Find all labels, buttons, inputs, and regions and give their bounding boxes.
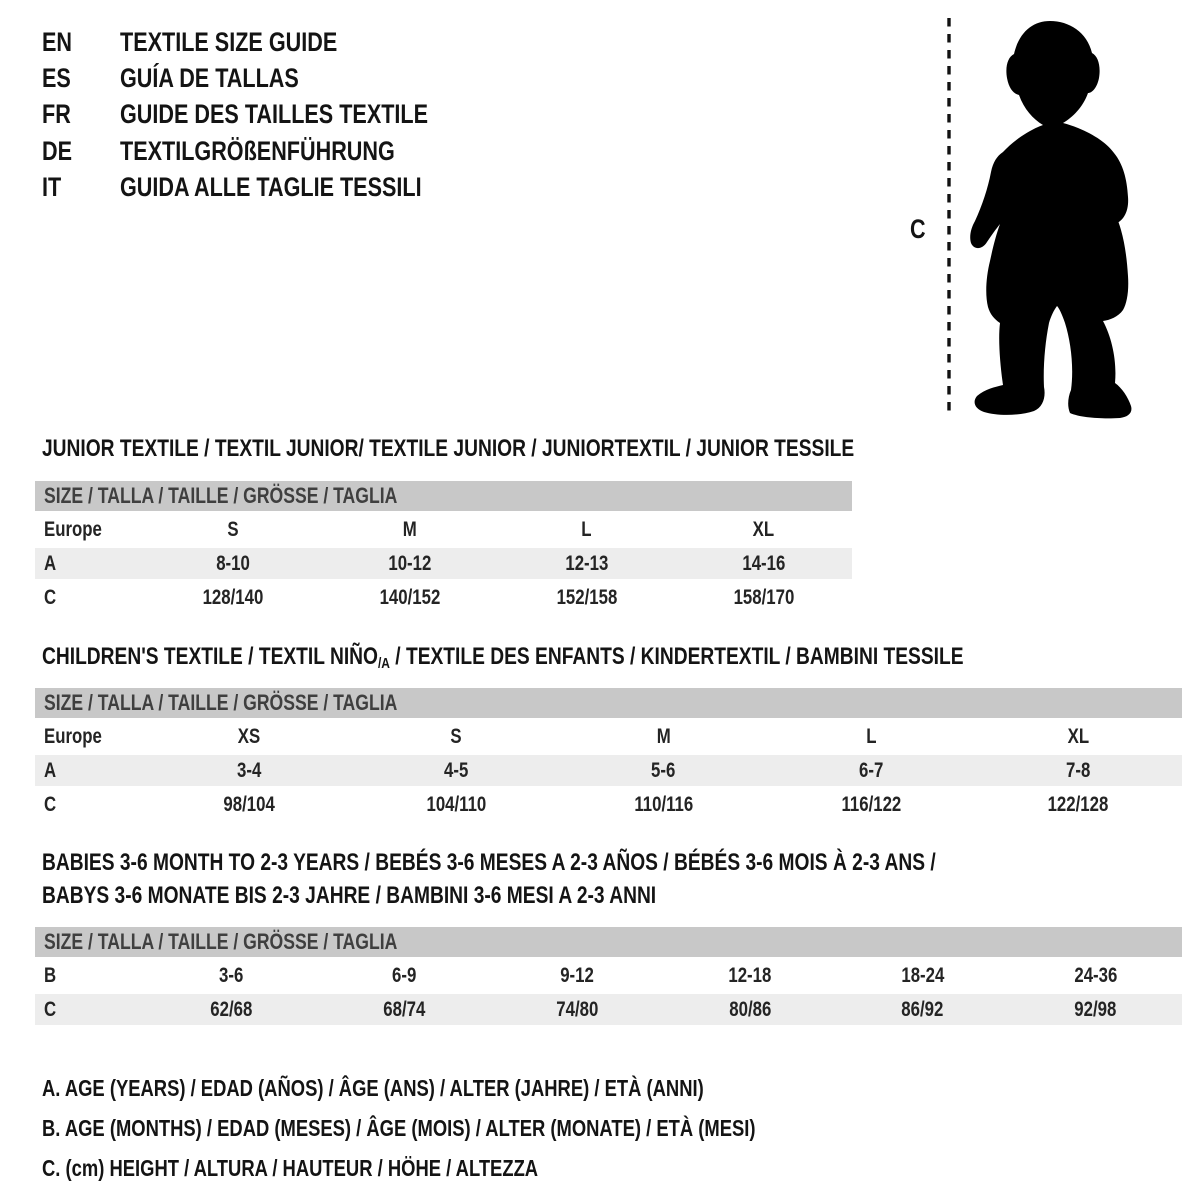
- table-cell: XL: [752, 517, 775, 541]
- language-row-en: [42, 24, 505, 60]
- language-code: DE: [42, 135, 73, 166]
- table-cell: 62/68: [210, 997, 253, 1021]
- babies-title-line1: BABIES 3-6 MONTH TO 2-3 YEARS / BEBÉS 3-6 MESES A 2-3 AÑOS / BÉBÉS 3-6 MOIS À 2-3 ANS /: [42, 849, 936, 876]
- children-title-pre: CHILDREN'S TEXTILE / TEXTIL NIÑO: [42, 643, 378, 670]
- table-cell: 3-6: [219, 963, 244, 987]
- table-cell: 12-13: [565, 551, 609, 575]
- table-row: [35, 755, 1182, 786]
- language-list: [42, 24, 505, 206]
- children-table-body: [35, 721, 1182, 820]
- section-title-junior: JUNIOR TEXTILE / TEXTIL JUNIOR/ TEXTILE JUNIOR / JUNIORTEXTIL / JUNIOR TESSILE: [42, 435, 855, 462]
- table-cell: S: [450, 724, 462, 748]
- babies-size-table: [35, 927, 1182, 1025]
- section-title-babies: [42, 846, 1159, 912]
- table-row: [35, 994, 1182, 1025]
- table-cell: 104/110: [426, 792, 487, 816]
- junior-size-table: [35, 481, 852, 613]
- table-cell: L: [581, 517, 592, 541]
- legend-line-b: B. AGE (MONTHS) / EDAD (MESES) / ÂGE (MOIS) / ALTER (MONATE) / ETÀ (MESI): [42, 1114, 756, 1141]
- table-cell: XL: [1067, 724, 1090, 748]
- table-cell: S: [227, 517, 239, 541]
- table-cell: 7-8: [1066, 758, 1091, 782]
- language-row-fr: [42, 97, 505, 133]
- language-code: IT: [42, 172, 62, 203]
- row-label: C: [44, 792, 57, 816]
- table-cell: M: [403, 517, 418, 541]
- table-cell: 74/80: [556, 997, 599, 1021]
- table-row: [35, 960, 1182, 991]
- language-row-it: [42, 170, 505, 206]
- table-row: [35, 548, 852, 579]
- children-title-sub: /A: [377, 655, 390, 672]
- table-cell: 6-9: [392, 963, 417, 987]
- toddler-silhouette-icon: [938, 12, 1140, 422]
- legend-line-c: C. (cm) HEIGHT / ALTURA / HAUTEUR / HÖHE / ALTEZZA: [42, 1154, 539, 1181]
- table-row: [35, 514, 852, 545]
- table-size-header: SIZE / TALLA / TAILLE / GRÖSSE / TAGLIA: [35, 481, 852, 511]
- language-label: TEXTILE SIZE GUIDE: [120, 26, 338, 57]
- table-size-header: SIZE / TALLA / TAILLE / GRÖSSE / TAGLIA: [35, 688, 1182, 718]
- row-label: B: [44, 963, 57, 987]
- table-cell: 10-12: [388, 551, 432, 575]
- measure-legend: [42, 1068, 934, 1188]
- language-label: GUÍA DE TALLAS: [120, 63, 299, 94]
- row-label: A: [44, 758, 57, 782]
- table-cell: 80/86: [728, 997, 771, 1021]
- row-label: Europe: [44, 724, 102, 748]
- table-cell: 140/152: [379, 585, 441, 609]
- legend-line-a: A. AGE (YEARS) / EDAD (AÑOS) / ÂGE (ANS) / ALTER (JAHRE) / ETÀ (ANNI): [42, 1074, 704, 1101]
- language-code: ES: [42, 63, 71, 94]
- table-cell: 24-36: [1074, 963, 1118, 987]
- table-cell: 92/98: [1074, 997, 1117, 1021]
- babies-title-line2: BABYS 3-6 MONATE BIS 2-3 JAHRE / BAMBINI 3-6 MESI A 2-3 ANNI: [42, 882, 657, 909]
- table-row: [35, 789, 1182, 820]
- table-cell: 122/128: [1047, 792, 1109, 816]
- table-cell: M: [656, 724, 671, 748]
- table-row: [35, 721, 1182, 752]
- babies-table-body: [35, 960, 1182, 1025]
- junior-table-body: [35, 514, 852, 613]
- table-cell: 14-16: [742, 551, 786, 575]
- table-cell: 116/122: [841, 792, 901, 816]
- language-code: FR: [42, 99, 71, 130]
- table-cell: 98/104: [223, 792, 275, 816]
- table-cell: 3-4: [236, 758, 261, 782]
- children-size-table: [35, 688, 1182, 820]
- table-cell: 18-24: [901, 963, 945, 987]
- row-label: A: [44, 551, 57, 575]
- language-code: EN: [42, 26, 73, 57]
- table-cell: 12-18: [728, 963, 772, 987]
- row-label: C: [44, 997, 57, 1021]
- row-label: C: [44, 585, 57, 609]
- table-row: [35, 582, 852, 613]
- table-cell: 86/92: [901, 997, 944, 1021]
- language-label: GUIDA ALLE TAGLIE TESSILI: [120, 172, 422, 203]
- table-cell: 4-5: [443, 758, 469, 782]
- table-cell: 6-7: [858, 758, 884, 782]
- table-cell: 158/170: [733, 585, 794, 609]
- language-row-es: [42, 60, 505, 96]
- table-cell: 128/140: [202, 585, 264, 609]
- row-label: Europe: [44, 517, 102, 541]
- height-measure-label: C: [910, 214, 926, 244]
- table-cell: 5-6: [651, 758, 676, 782]
- language-row-de: [42, 133, 505, 169]
- table-size-header: SIZE / TALLA / TAILLE / GRÖSSE / TAGLIA: [35, 927, 1182, 957]
- table-cell: 68/74: [383, 997, 426, 1021]
- table-cell: 110/116: [634, 792, 693, 816]
- children-title-post: / TEXTILE DES ENFANTS / KINDERTEXTIL / BAMBINI TESSILE: [389, 643, 964, 670]
- language-label: TEXTILGRÖßENFÜHRUNG: [120, 135, 395, 166]
- table-cell: 152/158: [556, 585, 618, 609]
- table-cell: 9-12: [560, 963, 594, 987]
- table-cell: XS: [237, 724, 260, 748]
- section-title-children: [42, 642, 1194, 679]
- table-cell: 8-10: [216, 551, 251, 575]
- language-label: GUIDE DES TAILLES TEXTILE: [120, 99, 429, 130]
- table-cell: L: [865, 724, 877, 748]
